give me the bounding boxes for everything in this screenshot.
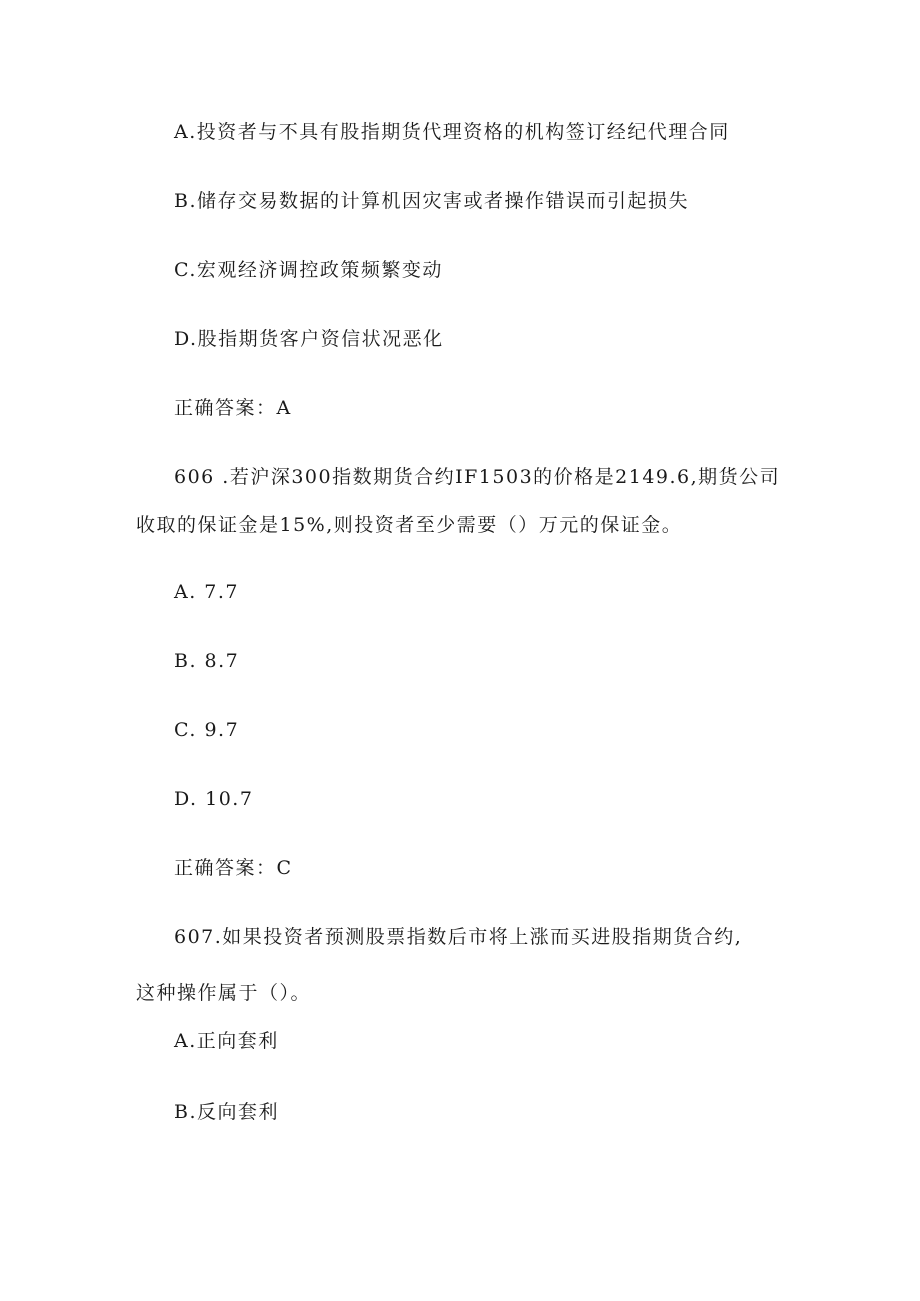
question-stem-line-2: 这种操作属于（）。 <box>136 982 312 1004</box>
option-a: A.正向套利 <box>174 1030 279 1052</box>
correct-answer: 正确答案：A <box>174 397 292 419</box>
question-stem-line-2: 收取的保证金是15%,则投资者至少需要（）万元的保证金。 <box>136 514 683 536</box>
option-c: C.宏观经济调控政策频繁变动 <box>174 259 443 281</box>
question-stem-line-1: 607.如果投资者预测股票指数后市将上涨而买进股指期货合约, <box>174 926 743 948</box>
option-c: C. 9.7 <box>174 719 240 741</box>
correct-answer: 正确答案：C <box>174 857 293 879</box>
option-b: B.储存交易数据的计算机因灾害或者操作错误而引起损失 <box>174 190 690 212</box>
option-a: A.投资者与不具有股指期货代理资格的机构签订经纪代理合同 <box>174 121 730 143</box>
option-b: B. 8.7 <box>174 650 240 672</box>
option-d: D.股指期货客户资信状况恶化 <box>174 328 444 350</box>
option-a: A. 7.7 <box>174 581 240 603</box>
option-b: B.反向套利 <box>174 1101 280 1123</box>
question-stem-line-1: 606 .若沪深300指数期货合约IF1503的价格是2149.6,期货公司 <box>174 466 781 488</box>
option-d: D. 10.7 <box>174 788 254 810</box>
